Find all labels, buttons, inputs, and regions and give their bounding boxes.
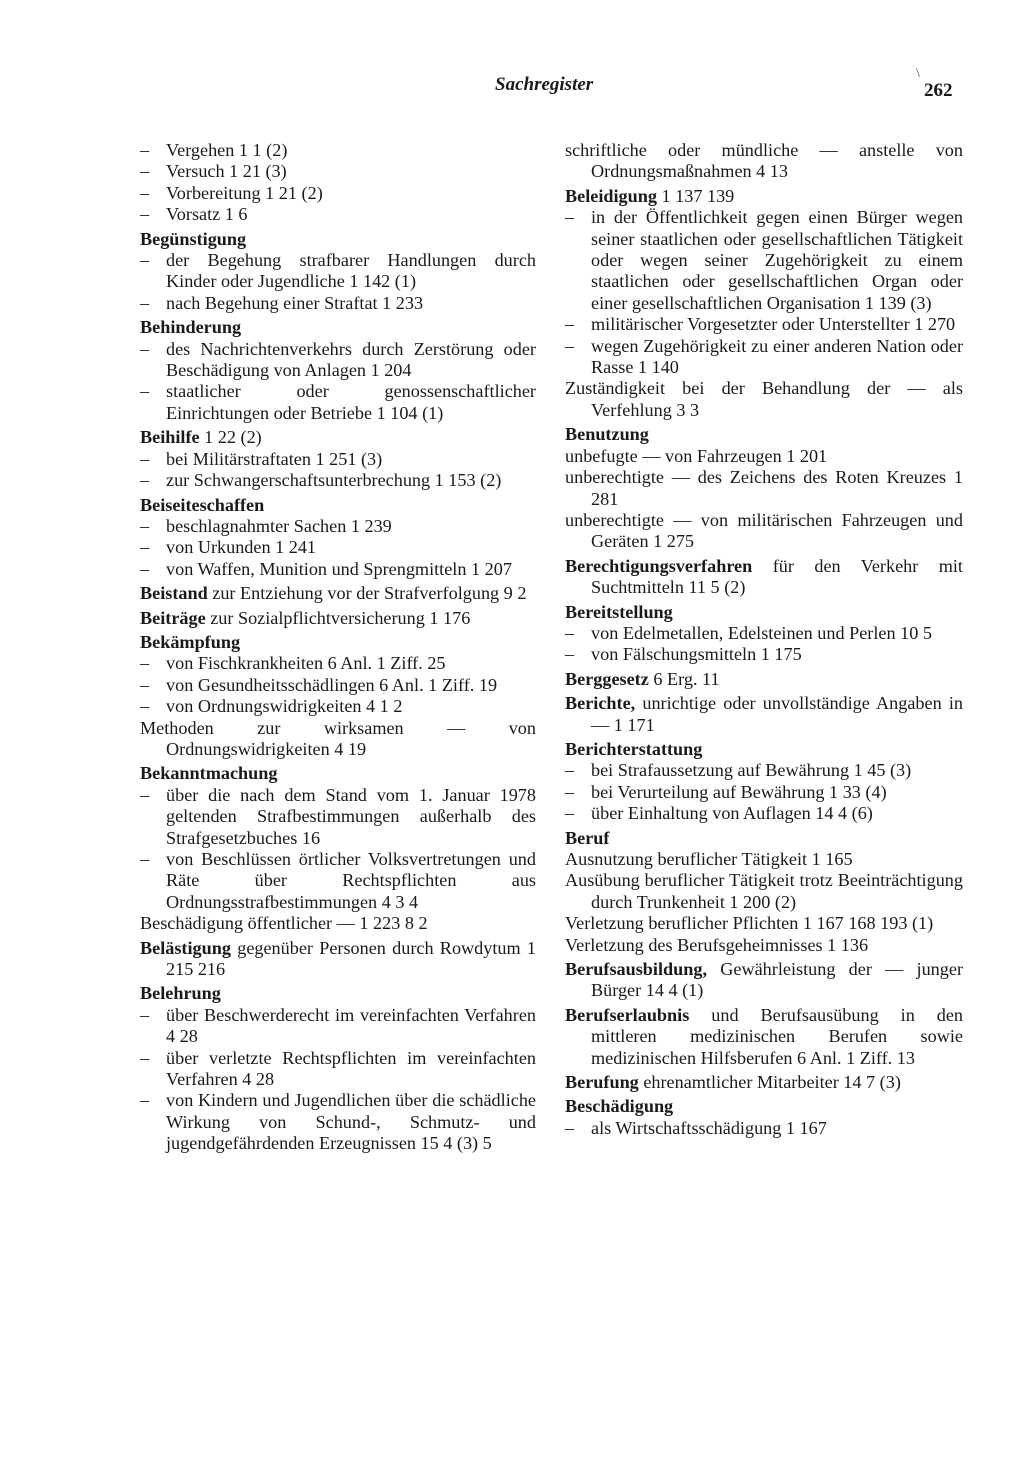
entry-text: Verletzung des Berufsgeheimnisses 1 136: [565, 934, 869, 955]
index-heading: [565, 1072, 963, 1093]
index-term: Bekanntmachung: [140, 763, 278, 784]
index-heading: [565, 669, 963, 690]
index-heading: [565, 739, 963, 760]
entry-text: von Beschlüssen örtlicher Volksvertretungen und Räte über Rechtspflichten aus Ordnungsstrafbestimmungen 4 3 4: [166, 849, 536, 912]
index-subentry: [140, 339, 536, 382]
right-column: [565, 140, 963, 1139]
entry-text: schriftliche oder mündliche — anstelle von Ordnungsmaßnahmen 4 13: [565, 140, 963, 182]
index-heading: [140, 229, 536, 250]
entry-text: über die nach dem Stand vom 1. Januar 1978 geltenden Strafbestimmungen außerhalb des Strafgesetzbuches 16: [166, 784, 536, 848]
entry-text: bei Strafaussetzung auf Bewährung 1 45 (3): [591, 760, 912, 781]
index-subentry: [140, 381, 536, 424]
margin-mark: \: [916, 66, 920, 81]
entry-text: von Kindern und Jugendlichen über die schädliche Wirkung von Schund-, Schmutz- und jugendgefährdenden Erzeugnissen 15 4 (3) 5: [166, 1090, 536, 1154]
index-entry: [140, 718, 536, 761]
index-subentry: [565, 803, 963, 824]
index-subentry: [565, 760, 963, 781]
index-term: Belästigung: [140, 937, 231, 958]
index-term: Behinderung: [140, 317, 242, 338]
index-subentry: [565, 336, 963, 379]
entry-text: staatlicher oder genossenschaftlicher Einrichtungen oder Betriebe 1 104 (1): [166, 381, 536, 423]
index-entry: [565, 378, 963, 421]
index-reference: für den Verkehr mit Suchtmitteln 11 5 (2): [591, 555, 963, 598]
index-term: Bekämpfung: [140, 631, 241, 652]
index-subentry: [140, 559, 536, 580]
entry-text: Beschädigung öffentlicher — 1 223 8 2: [140, 913, 428, 934]
entry-text: von Fälschungsmitteln 1 175: [591, 644, 802, 665]
index-entry: [565, 140, 963, 183]
index-subentry: [140, 470, 536, 491]
index-entry: [565, 467, 963, 510]
entry-text: Vergehen 1 1 (2): [166, 140, 288, 160]
index-entry: [565, 849, 963, 870]
index-heading: [565, 556, 963, 599]
index-entry: [565, 870, 963, 913]
entry-text: bei Militärstraftaten 1 251 (3): [166, 448, 383, 469]
index-term: Berufung: [565, 1072, 639, 1093]
index-subentry: [140, 675, 536, 696]
index-subentry: [140, 1005, 536, 1048]
index-subentry: [565, 314, 963, 335]
index-term: Beiseiteschaffen: [140, 494, 265, 515]
index-term: Benutzung: [565, 424, 649, 445]
entry-text: über Einhaltung von Auflagen 14 4 (6): [591, 803, 873, 824]
index-subentry: [140, 250, 536, 293]
entry-text: militärischer Vorgesetzter oder Unterstellter 1 270: [591, 314, 956, 335]
entry-text: wegen Zugehörigkeit zu einer anderen Nation oder Rasse 1 140: [591, 335, 963, 378]
entry-text: von Urkunden 1 241: [166, 537, 317, 558]
index-term: Beruf: [565, 827, 610, 848]
index-term: Bereitstellung: [565, 601, 673, 622]
index-heading: [140, 632, 536, 653]
index-heading: [140, 763, 536, 784]
entry-text: Methoden zur wirksamen — von Ordnungswidrigkeiten 4 19: [140, 717, 536, 759]
index-term: Berufserlaubnis: [565, 1004, 690, 1025]
index-entry: [565, 913, 963, 934]
entry-text: von Ordnungswidrigkeiten 4 1 2: [166, 696, 403, 717]
entry-text: von Edelmetallen, Edelsteinen und Perlen 10 5: [591, 622, 932, 643]
index-heading: [565, 424, 963, 445]
entry-text: Verletzung beruflicher Pflichten 1 167 168 193 (1): [565, 913, 934, 934]
entry-text: nach Begehung einer Straftat 1 233: [166, 292, 424, 313]
entry-text: Versuch 1 21 (3): [166, 161, 287, 182]
index-subentry: [565, 1118, 963, 1139]
entry-text: beschlagnahmter Sachen 1 239: [166, 515, 392, 536]
index-entry: [565, 510, 963, 553]
entry-text: des Nachrichtenverkehrs durch Zerstörung oder Beschädigung von Anlagen 1 204: [166, 338, 536, 381]
running-header: Sachregister: [495, 74, 594, 95]
index-term: Beiträge: [140, 607, 206, 628]
index-term: Begünstigung: [140, 228, 247, 249]
entry-text: Ausübung beruflicher Tätigkeit trotz Beeinträchtigung durch Trunkenheit 1 200 (2): [565, 870, 963, 912]
entry-text: in der Öffentlichkeit gegen einen Bürger wegen seiner staatlichen oder gesellschaftlichen Tätigkeit oder wegen seiner Zugehörigkeit zu einem staatlichen oder gesellschaftlichen Organ oder einer gesellschaftlichen Organisation 1 139 (3): [591, 207, 963, 313]
index-heading: [140, 495, 536, 516]
index-subentry: [565, 207, 963, 314]
index-reference: zur Entziehung vor der Strafverfolgung 9 2: [207, 583, 527, 604]
index-heading: [140, 583, 536, 604]
index-heading: [565, 602, 963, 623]
index-reference: und Berufsausübung in den mittleren medizinischen Berufen sowie medizinischen Hilfsberufen 6 Anl. 1 Ziff. 13: [591, 1004, 963, 1068]
index-heading: [565, 186, 963, 207]
entry-text: von Waffen, Munition und Sprengmitteln 1 207: [166, 558, 512, 579]
index-entry: [565, 935, 963, 956]
index-heading: [565, 1005, 963, 1069]
index-reference: 1 137 139: [656, 185, 735, 206]
entry-text: Vorbereitung 1 21 (2): [166, 182, 323, 203]
index-subentry: [140, 849, 536, 913]
index-reference: 1 22 (2): [199, 427, 262, 448]
entry-text: Vorsatz 1 6: [166, 204, 248, 225]
index-heading: [140, 317, 536, 338]
index-term: Berufsausbildung,: [565, 959, 708, 980]
index-subentry: [140, 1048, 536, 1091]
index-reference: ehrenamtlicher Mitarbeiter 14 7 (3): [638, 1072, 901, 1093]
index-subentry: [140, 1090, 536, 1154]
entry-text: als Wirtschaftsschädigung 1 167: [591, 1117, 827, 1138]
index-heading: [565, 693, 963, 736]
index-heading: [140, 983, 536, 1004]
index-term: Beistand: [140, 583, 208, 604]
entry-text: Zuständigkeit bei der Behandlung der — als Verfehlung 3 3: [565, 378, 963, 420]
index-entry: [140, 913, 536, 934]
index-subentry: [140, 516, 536, 537]
index-heading: [565, 828, 963, 849]
index-term: Beschädigung: [565, 1096, 674, 1117]
index-subentry: [140, 537, 536, 558]
index-reference: gegenüber Personen durch Rowdytum 1 215 216: [166, 937, 536, 980]
index-heading: [140, 608, 536, 629]
entry-text: unberechtigte — des Zeichens des Roten Kreuzes 1 281: [565, 467, 963, 509]
entry-text: zur Schwangerschaftsunterbrechung 1 153 (2): [166, 470, 502, 491]
index-term: Berggesetz: [565, 668, 649, 689]
left-column: [140, 140, 536, 1155]
index-subentry: [140, 696, 536, 717]
index-term: Berechtigungsverfahren: [565, 555, 753, 576]
index-term: Beihilfe: [140, 427, 200, 448]
entry-text: unbefugte — von Fahrzeugen 1 201: [565, 445, 828, 466]
entry-text: von Fischkrankheiten 6 Anl. 1 Ziff. 25: [166, 653, 446, 674]
index-subentry: [565, 644, 963, 665]
index-subentry: [140, 653, 536, 674]
index-subentry: [565, 623, 963, 644]
index-term: Beleidigung: [565, 185, 657, 206]
index-subentry: [140, 293, 536, 314]
index-term: Berichte,: [565, 693, 636, 714]
index-heading: [565, 959, 963, 1002]
entry-text: über verletzte Rechtspflichten im vereinfachten Verfahren 4 28: [166, 1047, 536, 1090]
index-heading: [140, 427, 536, 448]
index-subentry: [140, 140, 536, 161]
index-term: Belehrung: [140, 983, 221, 1004]
index-subentry: [565, 782, 963, 803]
page-number: 262: [924, 80, 953, 101]
index-reference: 6 Erg. 11: [648, 668, 720, 689]
entry-text: von Gesundheitsschädlingen 6 Anl. 1 Ziff. 19: [166, 674, 498, 695]
index-subentry: [140, 183, 536, 204]
entry-text: unberechtigte — von militärischen Fahrzeugen und Geräten 1 275: [565, 509, 963, 552]
index-reference: zur Sozialpflichtversicherung 1 176: [205, 607, 471, 628]
index-subentry: [140, 161, 536, 182]
index-subentry: [140, 204, 536, 225]
index-subentry: [140, 449, 536, 470]
index-reference: unrichtige oder unvollständige Angaben in — 1 171: [591, 693, 963, 735]
index-heading: [565, 1096, 963, 1117]
entry-text: über Beschwerderecht im vereinfachten Verfahren 4 28: [166, 1004, 536, 1047]
entry-text: Ausnutzung beruflicher Tätigkeit 1 165: [565, 849, 853, 869]
index-heading: [140, 938, 536, 981]
entry-text: bei Verurteilung auf Bewährung 1 33 (4): [591, 781, 887, 802]
index-entry: [565, 446, 963, 467]
index-subentry: [140, 785, 536, 849]
entry-text: der Begehung strafbarer Handlungen durch Kinder oder Jugendliche 1 142 (1): [166, 250, 536, 292]
index-term: Berichterstattung: [565, 738, 703, 759]
index-reference: Gewährleistung der — junger Bürger 14 4 (1): [591, 959, 963, 1001]
